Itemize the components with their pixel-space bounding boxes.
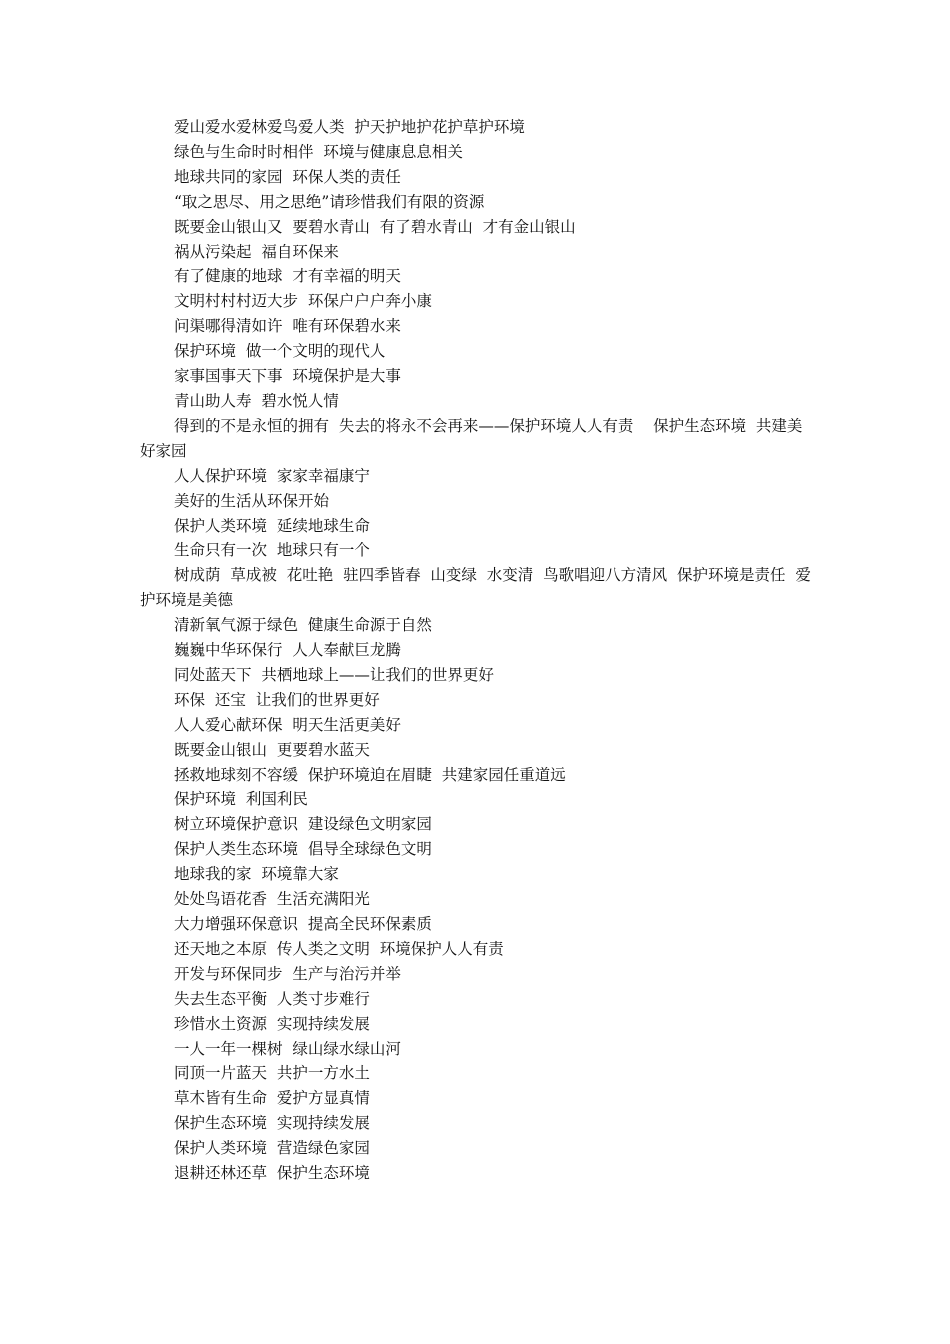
text-line: 爱山爱水爱林爱鸟爱人类 护天护地护花护草护环境 <box>174 118 525 136</box>
text-line: 人人保护环境 家家幸福康宁 <box>174 466 370 485</box>
text-line: 拯救地球刻不容缓 保护环境迫在眉睫 共建家园任重道远 <box>174 765 566 784</box>
text-line: 保护人类环境 营造绿色家园 <box>174 1139 370 1158</box>
text-line: 地球共同的家园 环保人类的责任 <box>174 167 401 186</box>
text-line: 美好的生活从环保开始 <box>174 491 330 510</box>
text-line: 既要金山银山 更要碧水蓝天 <box>174 740 370 759</box>
document-body <box>140 115 815 1186</box>
text-line: 生命只有一次 地球只有一个 <box>174 541 370 560</box>
text-line: 保护人类环境 延续地球生命 <box>174 516 370 535</box>
text-line: 同顶一片蓝天 共护一方水土 <box>174 1064 370 1083</box>
text-line: 地球我的家 环境靠大家 <box>174 865 339 884</box>
text-line: 环保 还宝 让我们的世界更好 <box>174 690 380 709</box>
text-line: 保护生态环境 实现持续发展 <box>174 1114 370 1133</box>
text-line: 祸从污染起 福自环保来 <box>174 242 339 261</box>
text-line: 树成荫 草成被 花吐艳 驻四季皆春 山变绿 水变清 鸟歌唱迎八方清风 保护环境是责任 爱护环境是美德 <box>140 566 811 610</box>
text-line: 保护环境 利国利民 <box>174 790 308 809</box>
text-line: 问渠哪得清如许 唯有环保碧水来 <box>174 317 401 336</box>
text-line: 一人一年一棵树 绿山绿水绿山河 <box>174 1039 401 1058</box>
text-line: 保护人类生态环境 倡导全球绿色文明 <box>174 840 432 859</box>
text-line: 家事国事天下事 环境保护是大事 <box>174 367 401 386</box>
text-line: 青山助人寿 碧水悦人情 <box>174 391 339 410</box>
text-line: 珍惜水土资源 实现持续发展 <box>174 1014 370 1033</box>
text-line: 保护环境 做一个文明的现代人 <box>174 342 386 361</box>
text-line: 既要金山银山又 要碧水青山 有了碧水青山 才有金山银山 <box>174 217 576 236</box>
text-line: 人人爱心献环保 明天生活更美好 <box>174 715 401 734</box>
text-line: 草木皆有生命 爱护方显真情 <box>174 1089 370 1108</box>
text-line: “取之思尽、用之思绝”请珍惜我们有限的资源 <box>174 192 485 211</box>
text-line: 大力增强环保意识 提高全民环保素质 <box>174 915 432 933</box>
text-line: 处处鸟语花香 生活充满阳光 <box>174 890 370 909</box>
text-line: 失去生态平衡 人类寸步难行 <box>174 989 370 1008</box>
text-line: 还天地之本原 传人类之文明 环境保护人人有责 <box>174 939 504 958</box>
text-line: 巍巍中华环保行 人人奉献巨龙腾 <box>174 641 401 660</box>
text-line: 树立环境保护意识 建设绿色文明家园 <box>174 815 432 834</box>
text-line: 有了健康的地球 才有幸福的明天 <box>174 267 401 286</box>
text-line: 清新氧气源于绿色 健康生命源于自然 <box>174 616 432 635</box>
text-line: 得到的不是永恒的拥有 失去的将永不会再来——保护环境人人有责 保护生态环境 共建美好家园 <box>140 416 803 460</box>
text-line: 退耕还林还草 保护生态环境 <box>174 1164 370 1183</box>
text-line: 开发与环保同步 生产与治污并举 <box>174 964 401 983</box>
text-line: 同处蓝天下 共栖地球上——让我们的世界更好 <box>174 665 494 684</box>
text-line: 绿色与生命时时相伴 环境与健康息息相关 <box>174 142 463 161</box>
text-line: 文明村村村迈大步 环保户户户奔小康 <box>174 292 432 311</box>
